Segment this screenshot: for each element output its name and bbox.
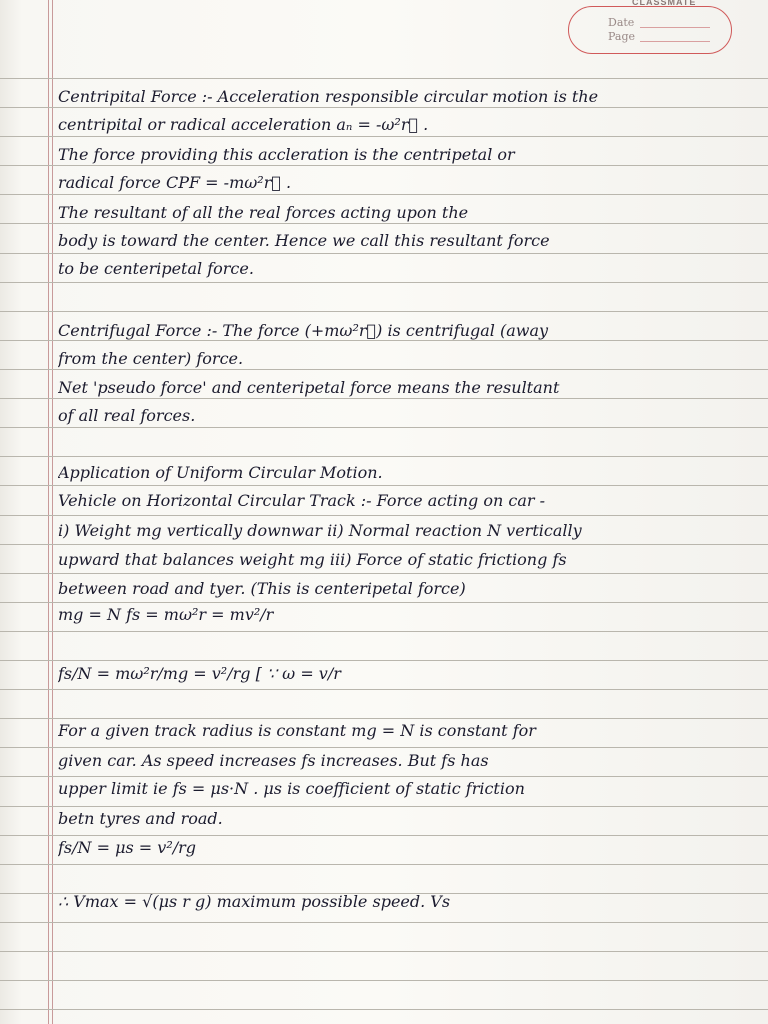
equation-line: mg = N fs = mω²r = mv²/r <box>58 605 274 624</box>
text-line: body is toward the center. Hence we call this resultant force <box>58 231 550 250</box>
margin-line <box>52 0 53 1024</box>
ruled-line <box>0 515 768 516</box>
date-label: Date <box>608 16 635 29</box>
page-line <box>640 41 710 42</box>
text-line <box>58 286 758 312</box>
ruled-line <box>0 951 768 952</box>
section-heading: Application of Uniform Circular Motion. <box>58 463 383 482</box>
text-line: Net 'pseudo force' and centeripetal force means the resultant <box>58 378 560 397</box>
ruled-line <box>0 864 768 865</box>
page-label: Page <box>608 30 636 43</box>
ruled-line <box>0 835 768 836</box>
ruled-line <box>0 1009 768 1010</box>
ruled-line <box>0 602 768 603</box>
ruled-line <box>0 282 768 283</box>
ruled-line <box>0 631 768 632</box>
text-line: radical force CPF = -mω²r⃗ . <box>58 173 292 192</box>
text-line: upward that balances weight mg iii) Force of static frictiong fs <box>58 550 567 569</box>
text-line: Centripital Force :- Acceleration responsible circular motion is the <box>58 87 599 106</box>
ruled-line <box>0 980 768 981</box>
text-line: given car. As speed increases fs increases. But fs has <box>58 751 489 770</box>
text-line: of all real forces. <box>58 406 196 425</box>
text-line <box>58 634 758 660</box>
section-heading: Vehicle on Horizontal Circular Track :- Force acting on car - <box>58 491 546 510</box>
text-line: centripital or radical acceleration aₙ = -ω²r⃗ . <box>58 115 429 134</box>
date-page-box <box>568 6 732 54</box>
text-line: upper limit ie fs = μs·N . μs is coefficient of static friction <box>58 779 525 798</box>
margin-line <box>48 0 49 1024</box>
ruled-line <box>0 573 768 574</box>
text-line: For a given track radius is constant mg = N is constant for <box>58 721 536 740</box>
ruled-line <box>0 660 768 661</box>
text-line <box>58 866 758 892</box>
date-line <box>640 27 710 28</box>
text-line: The force providing this accleration is the centripetal or <box>58 145 515 164</box>
text-line: i) Weight mg vertically downwar ii) Normal reaction N vertically <box>58 521 582 540</box>
equation-line: fs/N = μs = v²/rg <box>58 838 197 857</box>
brand-logo: CLASSMATE <box>632 0 697 7</box>
equation-line: ∴ Vmax = √(μs r g) maximum possible speed. Vs <box>58 892 451 911</box>
text-line <box>58 432 758 458</box>
text-line: to be centeripetal force. <box>58 259 254 278</box>
text-line: between road and tyer. (This is centeripetal force) <box>58 579 466 598</box>
ruled-line <box>0 544 768 545</box>
ruled-line <box>0 922 768 923</box>
equation-line: fs/N = mω²r/mg = v²/rg [ ∵ ω = v/r <box>58 664 341 683</box>
ruled-line <box>0 78 768 79</box>
text-line: Centrifugal Force :- The force (+mω²r⃗) is centrifugal (away <box>58 321 549 340</box>
text-line: The resultant of all the real forces acting upon the <box>58 203 469 222</box>
text-line: from the center) force. <box>58 349 244 368</box>
text-line: betn tyres and road. <box>58 809 223 828</box>
